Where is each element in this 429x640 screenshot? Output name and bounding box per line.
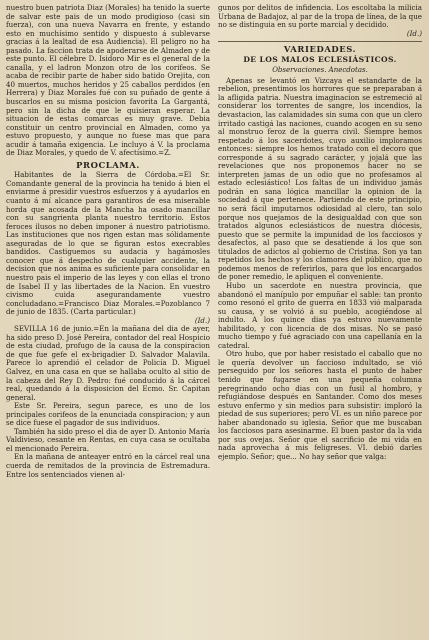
proclama-signature: (Id.) — [194, 315, 210, 325]
proclama-text: Habitantes de la Sierra de Córdoba.=El Sr. Comandante general de la provincia ha tenido á bien el enviarme á presidir vuestros esfuerzos y á ayudarlos en cuanto á mí alcance para garantiros de esa miserable horda que acosada de la Mancha ha osado mancillar con su sangrienta planta nuestro territorio. Estos feroces ilusos no deben imponer á nuestro patriotismo. Las instituciones que nos rigen estan mas sólidamente aseguradas de lo que se figuran estos execrables bandidos. Castiguemos su audacia y hagámosles conocer que á despecho de cualquier accidente, la decision que nos anima es suficiente para consolidar en nuestro pais el imperio de las leyes y con ellas el trono de Isabel II y las libertades de la Nacion. En vuestro civismo cuida asegurandamente vuestro concludadano.=Francisco Diaz Morales.=Pozoblanco 7 de junio de 1835. (Carta particular.) — [6, 170, 210, 317]
proclama-title: PROCLAMA. — [76, 159, 140, 170]
pereira-paragraph: Este Sr. Pereira, segun parece, es uno de los principales corifeos de la enunciada conspiracion; y aun se dice fuese el pagador de sus individuos. — [6, 401, 210, 428]
section-divider — [218, 41, 422, 42]
article-subtitle: DE LOS MALOS ECLESIÁSTICOS. — [243, 54, 397, 64]
left-column — [6, 4, 210, 640]
sevilla-paragraph: SEVILLA 16 de junio.=En la mañana del dia de ayer, ha sido preso D. José Pereira, contador del real Hospicio de esta ciudad, profugo de la causa de la conspiracion de que fue gefe el ex-brigadier D. Salvador Malavila. Parece lo aprendió el celador de Policía D. Miguel Galvez, en una casa en que se hallaba oculto al sitio de la cabeza del Rey D. Pedro: fué conducido á la cárcel real, quedando á la disposicion del Ecmo. Sr. Capitan general. — [6, 324, 210, 402]
right-column — [218, 4, 422, 640]
right-intro-paragraph: gunos por delitos de infidencia. Los escoltaba la milicia Urbana de Badajoz, al par de la tropa de línea, de la que no se distinguia en su porte marcial y decidido. — [218, 4, 422, 30]
estremadura-paragraph: En la mañana de anteayer entró en la cárcel real una cuerda de remitados de la provincia de Estremadura. Entre los sentenciados vienen al- — [6, 452, 210, 479]
article-section-label: Observaciones. Anecdotas. — [272, 66, 368, 75]
right-signature: (Id.) — [406, 28, 422, 38]
article-paragraph-2: Hubo un sacerdote en nuestra provincia, que abandonó el manípulo por empuñar el sable: tan pronto como resonó el grito de guerra en 1833 vió malparada su causa, y se volvió á su pueblo, acogiéndose al indulto. A los quince dias ya estuvo nuevamente habilitado, y con licencia de dos misas. No se pasó mucho tiempo y fué agraciado con una capellanía en la catedral. — [218, 280, 422, 350]
valdivieso-paragraph: También ha sido preso el dia de ayer D. Antonio María Valdivieso, cesante en Rentas, en cuya casa se ocultaba el mencionado Pereira. — [6, 426, 210, 453]
article-paragraph-3: Otro hubo, que por haber resistado el caballo que no le quería devolver un faccioso indultado, se vió perseguido por los señores hasta el punto de haber tenido que fugarse en una pequeña columna peregrinando ocho dias con un fusil al hombro, y refugiándose después en Santander. Como dos meses estuvo enfermo y sin medios para subsistir: imploró la piedad de sus superiores; pero VI. es un niño parece por haber abandonado su iglesia. Señor que me buscaban los facciosos para asesinarme. El buen pastor da la vida por sus ovejas. Señor que el sacrificio de mi vida en nada aprovecha á mis feligreses. VI. debió darles ejemplo. Señor; que... No hay señor que valga: — [218, 349, 422, 461]
variedades-title: VARIEDADES. — [283, 44, 357, 55]
article-paragraph-1: Apenas se levantó en Vizcaya el estandarte de la rebelion, presentimos los horrores que se preparaban á la afligida patria. Nuestra imaginacion se estremeció al considerar los torrentes de sangre, los incendios, la devastacion, las calamidades sin suma con que un clero irritado castigá las naciones, cuando acogen en su seno al monstruo feroz de la guerra civil. Siempre hemos respetado á los sacerdotes, cuyo auxilio imploramos entonces: siempre los hemos tratado con el decoro que corresponde á su sagrado carácter, y jojalá que las revelaciones que nos proponemos hacer no se interpreten jamas de un odio que no profesamos al estado eclesiástico! Los faltas de un individuo jamás podrán en sana lógica mancillar la opinion de la sociedad á que pertenece. Partiendo de este principio, no será fácil imputarnos odiosidad al clero, tan solo porque nos quejamos de la desigualdad con que son tratados algunos eclesiásticos de nuestra diócesis, puesto que se permite la impunidad de los facciosos y desafectos, al paso que se desatiende á los que son titulados de adictos al gobierno de Cristina. Son ya tan repetidos los hechos y los clamores del público, que no podemos menos de referirlos, para que los encargados de poner remedio, le apliquen el conveniente. — [218, 75, 422, 282]
left-intro-paragraph: nuestro buen patriota Diaz (Morales) ha tenido la suerte de salvar este pais de un modo prodigioso (casi sin fuerza), con una nueva Navarra en frente, y estando esto en muchísimo sentido y dispuesto á sublevarse gracias á la lealtad de esa Audiencia). El peligro no ha pasado. La faccion trata de apoderarse de Almaden y de este punto. El célebre D. Isidoro Mir es el general de la canalla, y el ladron Monzon otro de los corifeos. Se acaba de recibir parte de haber sido batido Orejita, con 40 muertos, muchos heridos y 25 caballos perdidos (en Herrera) y Diaz Morales fué con su puñado de gente á buscarlos en su misma posicion favorita La Gargantá, pero sin la dicha de que le quisieran esperar. La situacion de estas comarcas es muy grave. Debia constituir un centro provincial en Almaden, como ya estuvo propuesto, y aunque no fuese mas que para acudir á tamaña exigencia. Le incluyo á V. la proclama de Diaz Morales, y quedo de V. afectísimo.=Z. — [6, 4, 210, 158]
